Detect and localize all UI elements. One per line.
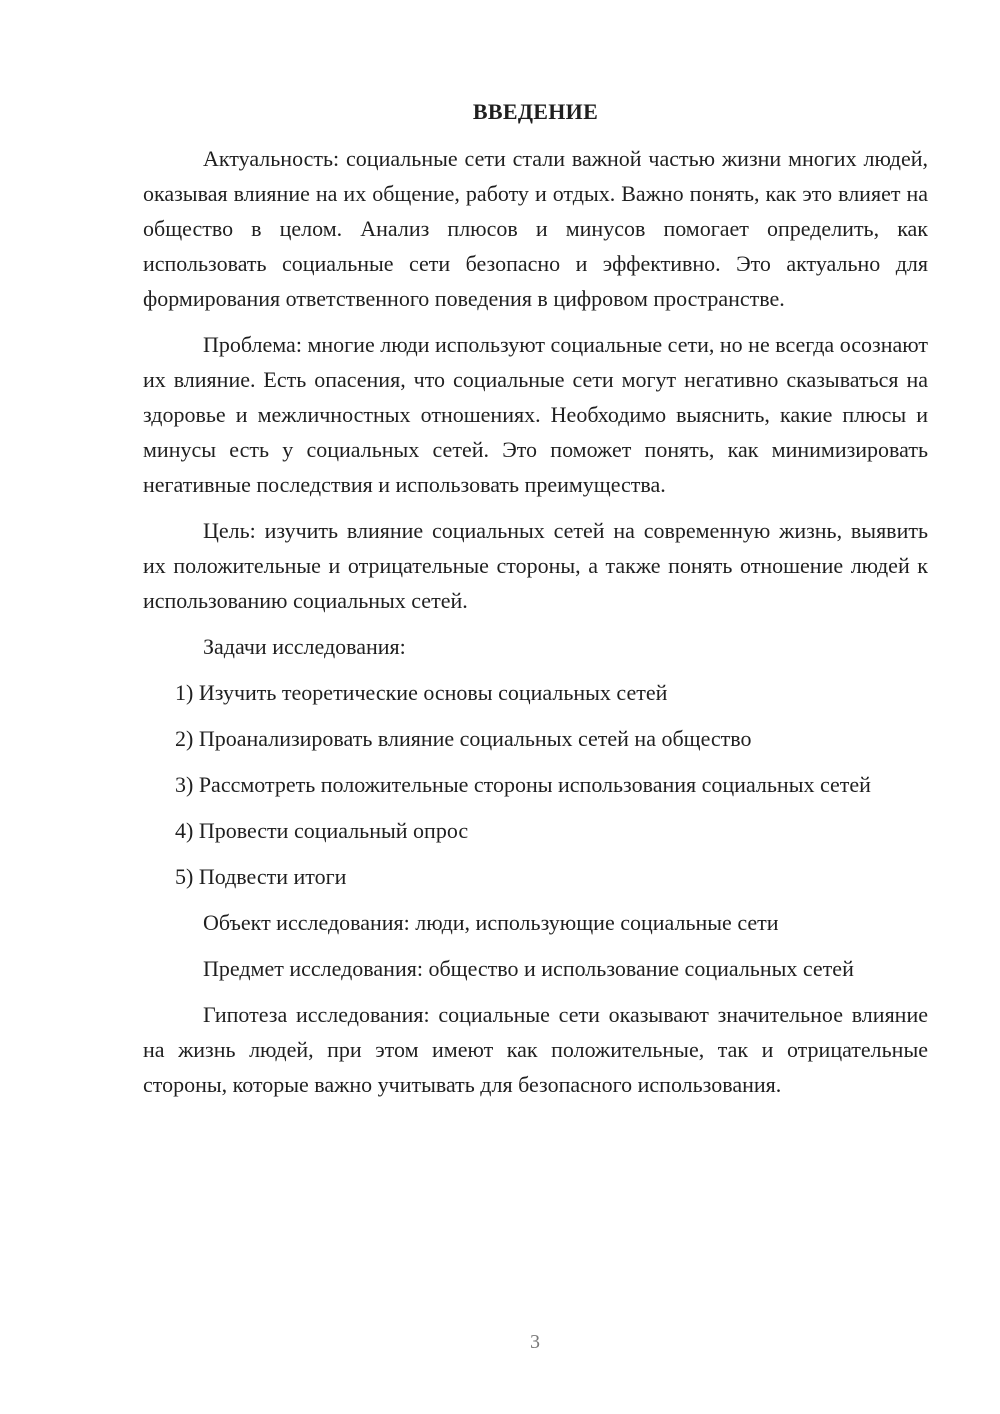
document-body xyxy=(143,94,928,1113)
task-item: 3) Рассмотреть положительные стороны использования социальных сетей xyxy=(175,772,871,797)
paragraph-goal: Цель: изучить влияние социальных сетей на современную жизнь, выявить их положительные и отрицательные стороны, а также понять отношение людей к использованию социальных сетей. xyxy=(143,518,928,613)
section-heading: ВВЕДЕНИЕ xyxy=(472,99,599,124)
paragraph-object: Объект исследования: люди, использующие социальные сети xyxy=(203,910,779,935)
paragraph-hypothesis: Гипотеза исследования: социальные сети оказывают значительное влияние на жизнь людей, при этом имеют как положительные, так и отрицательные стороны, которые важно учитывать для безопасного использования. xyxy=(143,1002,928,1097)
paragraph-subject: Предмет исследования: общество и использование социальных сетей xyxy=(203,956,854,981)
paragraph-relevance: Актуальность: социальные сети стали важной частью жизни многих людей, оказывая влияние на их общение, работу и отдых. Важно понять, как это влияет на общество в целом. Анализ плюсов и минусов помогает определить, как использовать социальные сети безопасно и эффективно. Это актуально для формирования ответственного поведения в цифровом пространстве. xyxy=(143,146,928,311)
tasks-list xyxy=(143,675,928,894)
task-item: 4) Провести социальный опрос xyxy=(175,818,469,843)
page-number: 3 xyxy=(530,1331,540,1353)
paragraph-tasks-title: Задачи исследования: xyxy=(203,634,406,659)
task-item: 5) Подвести итоги xyxy=(175,864,347,889)
task-item: 2) Проанализировать влияние социальных сетей на общество xyxy=(175,726,752,751)
task-item: 1) Изучить теоретические основы социальных сетей xyxy=(175,680,668,705)
paragraph-problem: Проблема: многие люди используют социальные сети, но не всегда осознают их влияние. Есть опасения, что социальные сети могут негативно сказываться на здоровье и межличностных отношениях. Необходимо выяснить, какие плюсы и минусы есть у социальных сетей. Это поможет понять, как минимизировать негативные последствия и использовать преимущества. xyxy=(143,332,928,497)
